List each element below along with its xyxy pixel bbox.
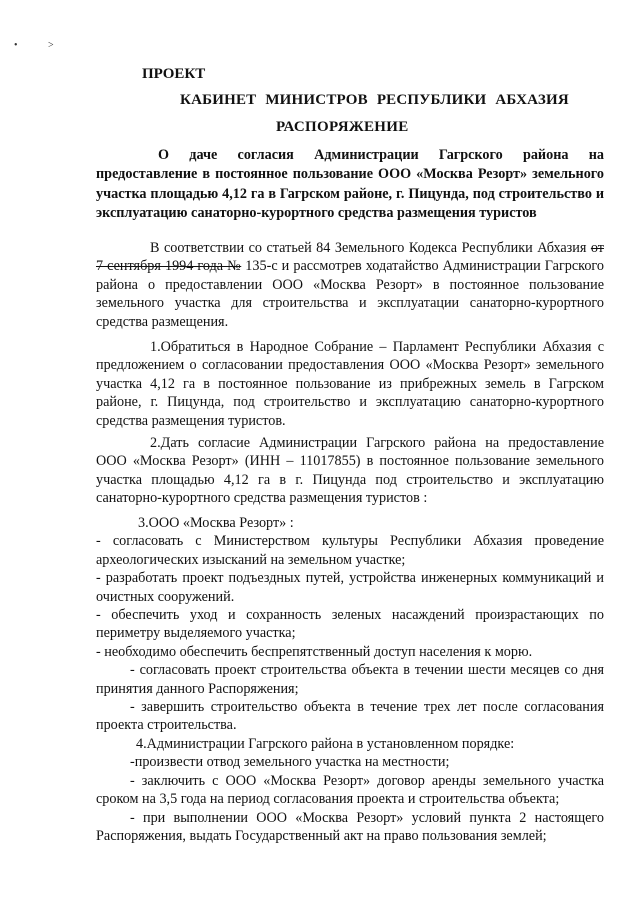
item-3-line: - согласовать с Министерством культуры Республики Абхазия проведение археологических изысканий на земельном участке;	[96, 533, 604, 568]
item-4-line: - при выполнении ООО «Москва Резорт» условий пункта 2 настоящего Распоряжения, выдать Государственный акт на право пользования землей;	[96, 809, 604, 844]
item-2-text: 2.Дать согласие Администрации Гагрского района на предоставление ООО «Москва Резорт» (ИНН – 11017855) в постоянное пользование земельного участка площадью 4,12 га в г. Пицунда под строительство и эксплуатацию санаторно-курортного средства размещения туристов :	[96, 435, 604, 507]
item-3-line: - необходимо обеспечить беспрепятственный доступ населения к морю.	[96, 643, 533, 660]
order-title-text: О даче согласия Администрации Гагрского района на предоставление в постоянное пользование ООО «Москва Резорт» земельного участка площадью 4,12 га в Гагрском районе, г. Пицунда, под строительство и эксплуатацию санаторно-курортного средства размещения туристов	[96, 147, 604, 222]
items-3-4-block	[96, 514, 604, 845]
preamble-paragraph	[96, 239, 604, 331]
item-3-line-indented: - согласовать проект строительства объекта в течении шести месяцев со дня принятия данного Распоряжения;	[96, 662, 604, 697]
item-3-line-indented: - завершить строительство объекта в течение трех лет после согласования проекта строительства.	[96, 699, 604, 734]
item-2-paragraph	[96, 434, 604, 508]
document-type: РАСПОРЯЖЕНИЕ	[276, 119, 409, 135]
project-label: ПРОЕКТ	[142, 66, 206, 82]
item-3-line: - обеспечить уход и сохранность зеленых насаждений произрастающих по периметру выделяемого участка;	[96, 607, 604, 642]
item-4-heading-text: 4.Администрации Гагрского района в установленном порядке:	[136, 735, 515, 752]
item-4-line: - заключить с ООО «Москва Резорт» договор аренды земельного участка сроком на 3,5 года на период согласования проекта и строительства объекта;	[96, 772, 604, 808]
order-title	[96, 146, 604, 224]
preamble-part1: В соответствии со статьей 84 Земельного Кодекса Республики Абхазия	[150, 240, 591, 256]
item-4-heading	[96, 735, 604, 753]
preamble-struck-text: от 7 сентября 1994 года №	[96, 240, 604, 275]
scan-mark: • ˃	[14, 40, 68, 51]
preamble-part2: 135-с и рассмотрев ходатайство Администрации Гагрского района о предоставлении ООО «Москва Резорт» в постоянное пользование земельного участка для строительства и эксплуатации санаторно-курортного средства размещения.	[96, 258, 604, 330]
item-3-line: - разработать проект подъездных путей, устройства инженерных коммуникаций и очистных сооружений.	[96, 570, 604, 605]
item-4-line: -произвести отвод земельного участка на местности;	[130, 754, 450, 771]
item-3-heading-text: 3.ООО «Москва Резорт» :	[138, 515, 294, 531]
item-1-paragraph	[96, 338, 604, 430]
item-3-heading	[96, 514, 604, 532]
cabinet-heading: КАБИНЕТ МИНИСТРОВ РЕСПУБЛИКИ АБХАЗИЯ	[180, 92, 569, 108]
item-1-text: 1.Обратиться в Народное Собрание – Парламент Республики Абхазия с предложением о согласовании предоставления ООО «Москва Резорт» земельного участка 4,12 га в постоянное пользование из прибрежных земель в Гагрском районе, г. Пицунда, под строительство и эксплуатацию санаторно-курортного средства размещения туристов.	[96, 339, 604, 429]
